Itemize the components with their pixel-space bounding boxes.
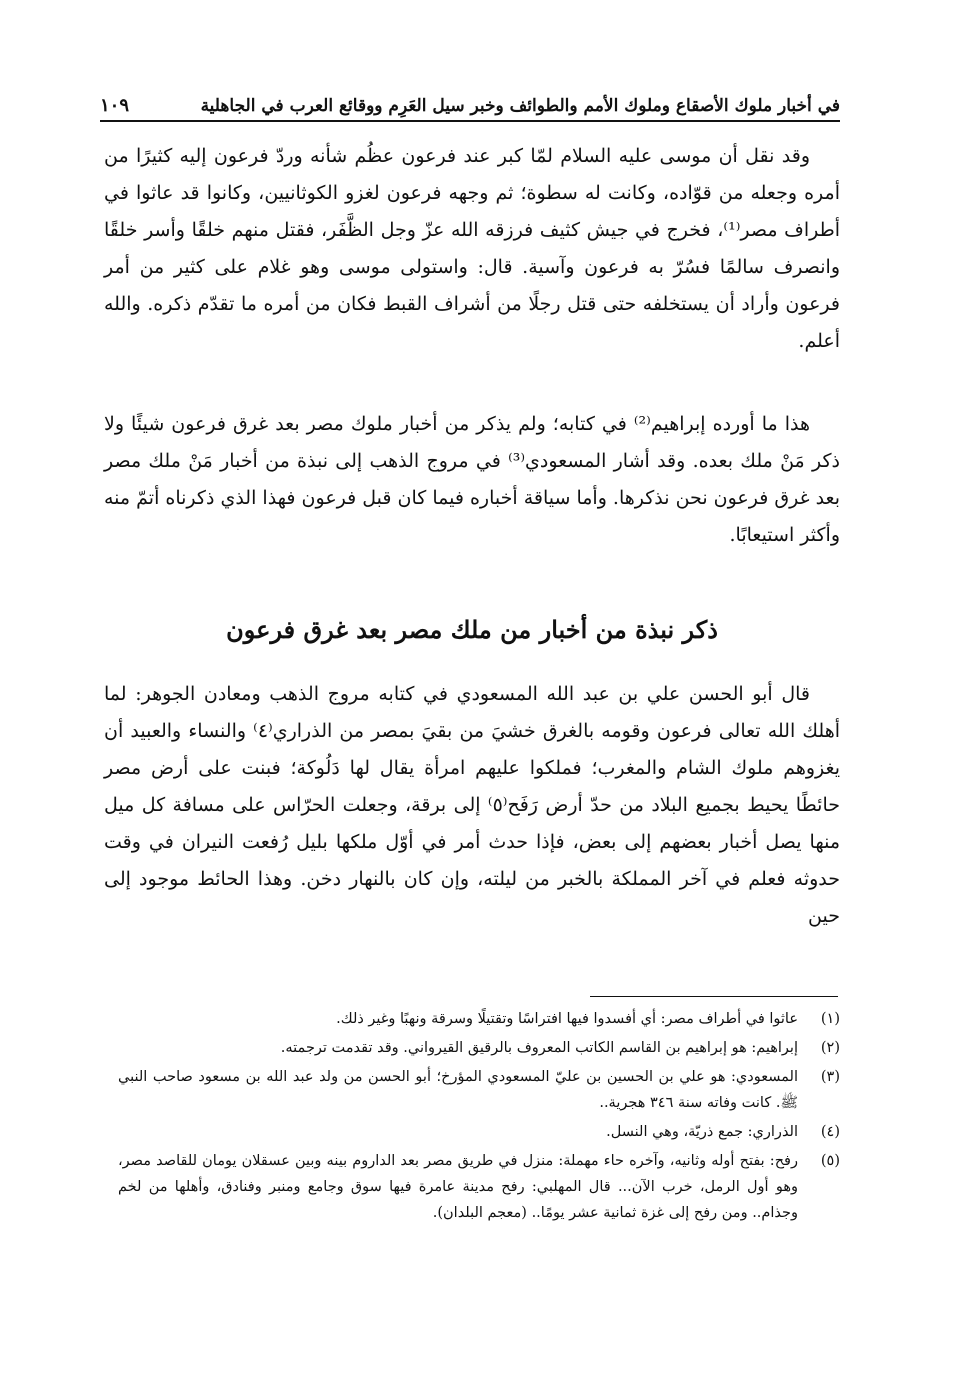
running-title: في أخبار ملوك الأصقاع وملوك الأمم والطوائف وخبر سيل العَرِم ووقائع العرب في الجاهلية	[200, 96, 840, 116]
footnote-number: (٤)	[820, 1124, 840, 1140]
paragraph-moses	[104, 138, 840, 360]
footnote-number: (٢)	[820, 1040, 840, 1056]
page-header	[100, 82, 840, 122]
footnote-text: الذراري: جمع ذريّة، وهي النسل.	[606, 1124, 798, 1140]
footnote-item	[118, 1119, 840, 1145]
footnote-number: (٣)	[820, 1069, 840, 1085]
footnote-item	[118, 1035, 840, 1061]
footnotes	[118, 1006, 840, 1229]
footnote-divider	[590, 996, 838, 997]
footnote-number: (٥)	[820, 1153, 840, 1169]
section-heading: ذكر نبذة من أخبار من ملك مصر بعد غرق فرعون	[226, 615, 718, 644]
paragraph-masudi	[104, 676, 840, 935]
footnote-item	[118, 1064, 840, 1116]
footnote-item	[118, 1148, 840, 1226]
footnote-text: عاثوا في أطراف مصر: أي أفسدوا فيها افتراسًا وتقتيلًا وسرقة ونهبًا وغير ذلك.	[336, 1011, 798, 1027]
footnote-number: (١)	[820, 1011, 840, 1027]
paragraph-text: وقد نقل أن موسى عليه السلام لمّا كبر عند فرعون عظُم شأنه وردّ فرعون إليه كثيرًا من أمره وجعله من قوّاده، وكانت له سطوة؛ ثم وجهه فرعون لغزو الكوثانيين، وكانوا قد عاثوا في أطراف مصر⁽¹⁾، فخرج في جيش كثيف فرزقه الله عزّ وجل الظَّفَر، فقتل منهم خلقًا وأسر خلقًا وانصرف سالمًا فسُرّ به فرعون وآسية. قال: واستولى موسى وهو غلام على كثير من أمر فرعون وأراد أن يستخلفه حتى قتل رجلًا من أشراف القبط فكان من أمره ما تقدّم ذكره. والله أعلم.	[104, 145, 840, 352]
paragraph-text: هذا ما أورده إبراهيم⁽²⁾ في كتابه؛ ولم يذكر من أخبار ملوك مصر بعد غرق فرعون شيئًا ولا ذكر مَنْ ملك بعده. وقد أشار المسعودي⁽³⁾ في مروج الذهب إلى نبذة من أخبار مَنْ ملك مصر بعد غرق فرعون نحن نذكرها. وأما سياقة أخباره فيما كان قبل فرعون فهذا الذي ذكرناه أتمّ منه وأكثر استيعابًا.	[104, 413, 840, 546]
footnote-item	[118, 1006, 840, 1032]
page-number: ١٠٩	[100, 95, 130, 116]
paragraph-text: قال أبو الحسن علي بن عبد الله المسعودي في كتابه مروج الذهب ومعادن الجوهر: لما أهلك الله تعالى فرعون وقومه بالغرق خشيَ من بقيَ بمصر من الذراري⁽٤⁾ والنساء والعبيد أن يغزوهم ملوك الشام والمغرب؛ فملكوا عليهم امرأة يقال لها دَلُوكة؛ فبنت على أرض مصر حائطًا يحيط بجميع البلاد من حدّ أرض رَفَح⁽٥⁾ إلى برقة، وجعلت الحرّاس على مسافة كل ميل منها يصل أخبار بعضهم إلى بعض، فإذا حدث أمر في أوّل ملكها بليل رُفعت النيران في وقت حدوثه فعلم في آخر المملكة بالخبر من ليلته، وإن كان بالنهار دخن. وهذا الحائط موجود إلى حين	[104, 683, 841, 927]
paragraph-ibrahim	[104, 406, 840, 554]
footnote-text: المسعودي: هو علي بن الحسين بن عليّ المسعودي المؤرخ؛ أبو الحسن من ولد عبد الله بن مسعود صاحب النبي ﷺ. كانت وفاته سنة ٣٤٦ هجرية..	[118, 1069, 798, 1111]
footnote-text: رفح: بفتح أوله وثانيه، وآخره حاء مهملة: منزل في طريق مصر بعد الداروم بينه وبين عسقلان يومان للقاصد مصر، وهو أول الرمل، خرب الآن... قال المهلبي: رفح مدينة عامرة فيها سوق وجامع ومنبر وفنادق، وأهلها من لخم وجذام.. ومن رفح إلى غزة ثمانية عشر يومًا.. (معجم البلدان).	[118, 1153, 798, 1221]
footnote-text: إبراهيم: هو إبراهيم بن القاسم الكاتب المعروف بالرقيق القيرواني. وقد تقدمت ترجمته.	[280, 1040, 798, 1056]
